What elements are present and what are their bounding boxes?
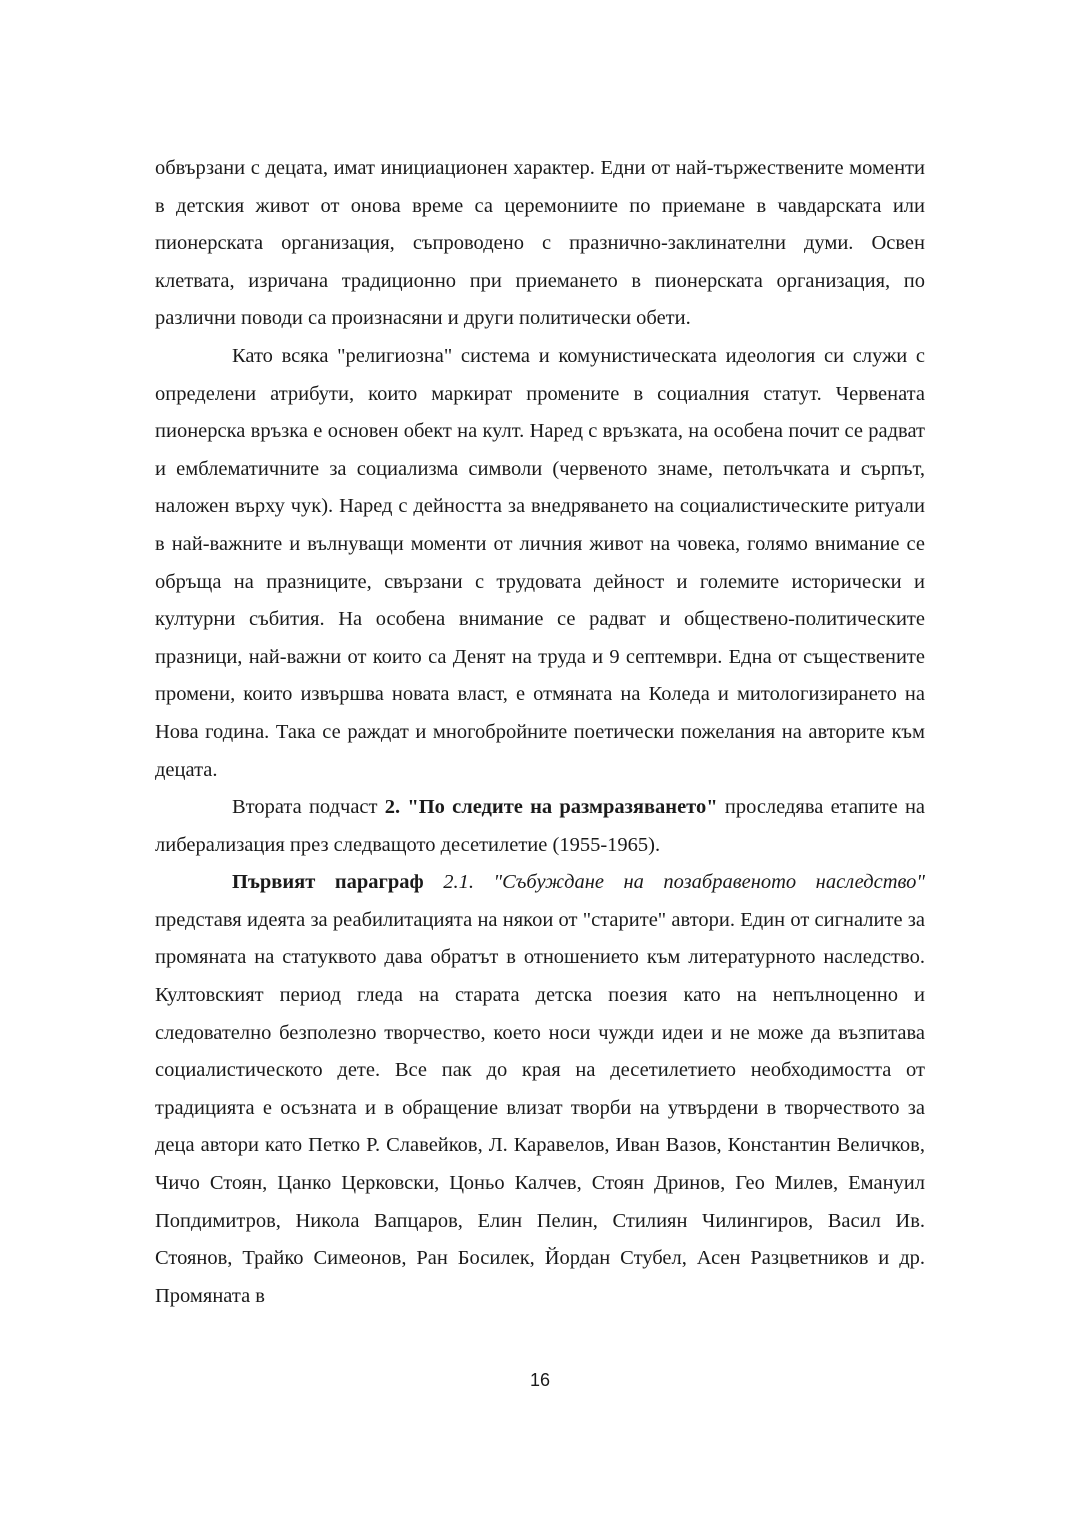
paragraph-body-text: проследява етапите на либерализация през следващото десетилетие (1955-1965). (155, 796, 926, 856)
page-number: 16 (529, 1370, 551, 1390)
body-text (155, 150, 925, 1315)
paragraph-religious-system: Като всяка "религиозна" система и комунистическата идеология си служи с определени атрибути, които маркират промените в социалния статут. Червената пионерска връзка е основен обект на култ. Наред с връзката, на особена почит се радват и емблематичните за социализма символи (червеното знаме, петолъчката и сърпът, наложен върху чук). Наред с дейността за внедряването на социалистическите ритуали в най-важните и вълнуващи моменти от личния живот на човека, голямо внимание се обръща на празниците, свързани с трудовата дейност и големите исторически и културни събития. На особена внимание се радват и обществено-политическите празници, най-важни от които са Денят на труда и 9 септември. Една от съществените промени, които извършва новата власт, е отмяната на Коледа и митологизирането на Нова година. Така се раждат и многобройните поетически пожелания на авторите към децата. (155, 344, 925, 781)
section-label: Първият параграф (232, 871, 424, 894)
subpart-title: 2. "По следите на размразяването" (384, 796, 718, 819)
paragraph-continuation: обвързани с децата, имат инициационен характер. Едни от най-тържествените моменти в детския живот от онова време са церемониите по приемане в чавдарската или пионерската организация, съпроводено с празнично-заклинателни думи. Освен клетвата, изричана традиционно при приемането в пионерската организация, по различни поводи са произнасяни и други политически обети. (155, 157, 925, 330)
paragraph-first-section (155, 864, 925, 1315)
section-title: 2.1. "Събуждане на позабравеното наследство" (423, 871, 925, 894)
paragraph-body-text: представя идеята за реабилитацията на някои от "старите" автори. Един от сигналите за промяната на статуквото дава обратът в отношението към литературното наследство. Култовският период гледа на старата детска поезия като на непълноценно и следователно безполезно творчество, което носи чужди идеи и не може да възпитава социалистическото дете. Все пак до края на десетилетието необходимостта от традицията е осъзната и в обращение влизат творби на утвърдени в творчеството за деца автори като Петко Р. Славейков, Л. Каравелов, Иван Вазов, Константин Величков, Чичо Стоян, Цанко Церковски, Цоньо Калчев, Стоян Дринов, Гео Милев, Емануил Попдимитров, Никола Вапцаров, Елин Пелин, Стилиян Чилингиров, Васил Ив. Стоянов, Трайко Симеонов, Ран Босилек, Йордан Стубел, Асен Разцветников и др. Промяната в (155, 908, 925, 1307)
paragraph-lead-text: Втората подчаст (232, 796, 385, 819)
paragraph-second-subpart (155, 789, 925, 864)
